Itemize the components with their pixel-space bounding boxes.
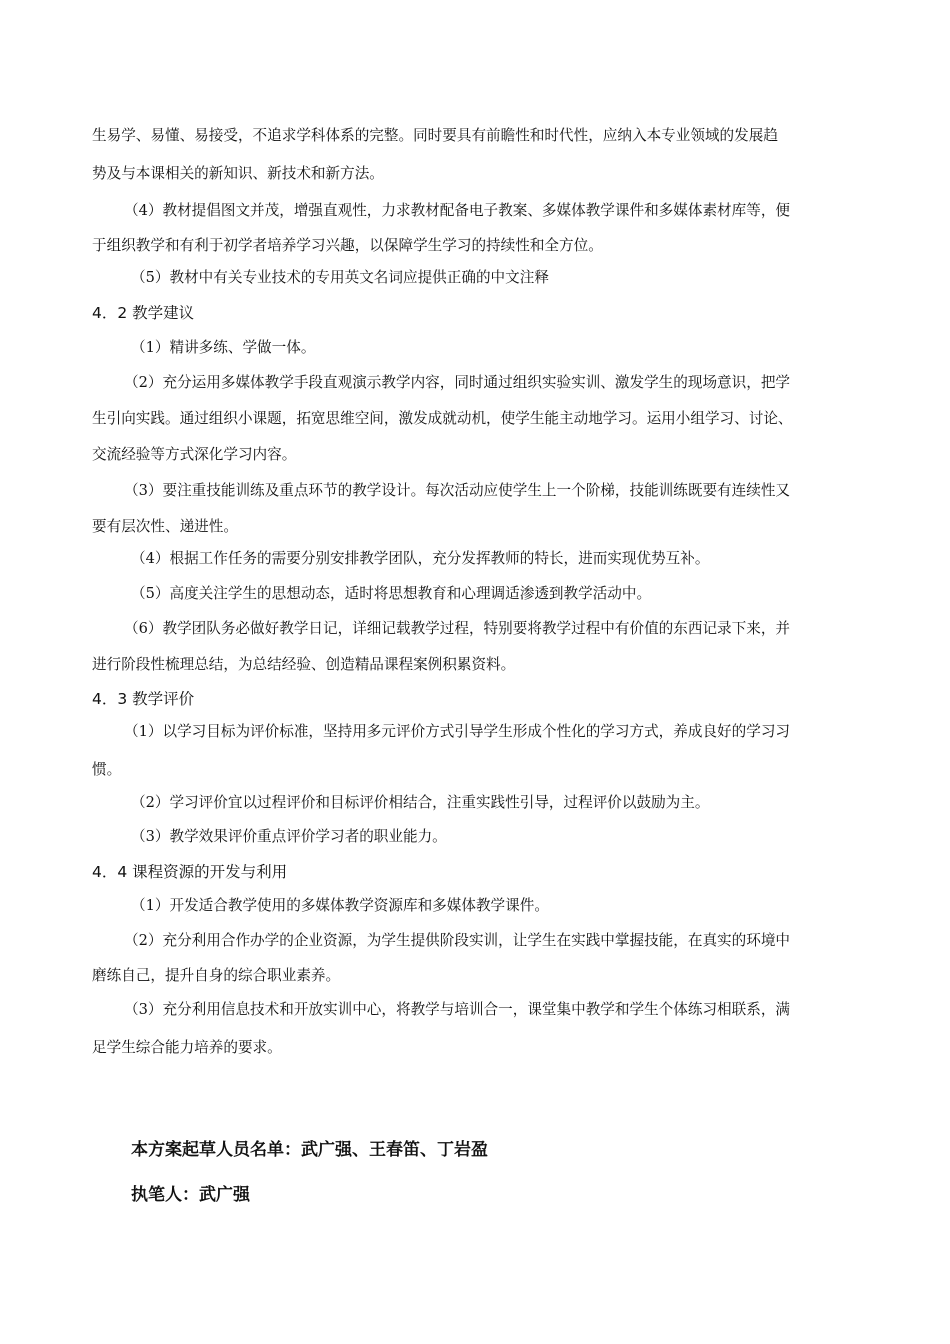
- section-heading-4-3: 4．3 教学评价: [92, 690, 195, 708]
- writer-name: 执笔人：武广强: [131, 1185, 250, 1205]
- evaluation-item-2: （2）学习评价宜以过程评价和目标评价相结合，注重实践性引导，过程评价以鼓励为主。: [131, 794, 710, 811]
- resource-item-2-line-1: （2）充分利用合作办学的企业资源，为学生提供阶段实训，让学生在实践中掌握技能，在真实的环境中: [124, 932, 791, 949]
- material-item-5: （5）教材中有关专业技术的专用英文名词应提供正确的中文注释: [131, 269, 549, 286]
- teaching-suggestion-5: （5）高度关注学生的思想动态，适时将思想教育和心理调适渗透到教学活动中。: [131, 585, 652, 602]
- teaching-suggestion-3-line-1: （3）要注重技能训练及重点环节的教学设计。每次活动应使学生上一个阶梯，技能训练既要有连续性又: [124, 482, 791, 499]
- resource-item-3-line-1: （3）充分利用信息技术和开放实训中心，将教学与培训合一，课堂集中教学和学生个体练习相联系，满: [124, 1001, 791, 1018]
- teaching-suggestion-6-line-1: （6）教学团队务必做好教学日记，详细记载教学过程，特别要将教学过程中有价值的东西记录下来，并: [124, 620, 791, 637]
- teaching-suggestion-2-line-1: （2）充分运用多媒体教学手段直观演示教学内容，同时通过组织实验实训、激发学生的现场意识，把学: [124, 374, 791, 391]
- intro-line-2: 势及与本课相关的新知识、新技术和新方法。: [92, 165, 384, 182]
- teaching-suggestion-2-line-3: 交流经验等方式深化学习内容。: [92, 446, 297, 463]
- teaching-suggestion-2-line-2: 生引向实践。通过组织小课题，拓宽思维空间，激发成就动机，使学生能主动地学习。运用小组学习、讨论、: [92, 410, 793, 427]
- drafters-list: 本方案起草人员名单：武广强、王春笛、丁岩盈: [131, 1140, 488, 1160]
- evaluation-item-1-line-1: （1）以学习目标为评价标准，坚持用多元评价方式引导学生形成个性化的学习方式，养成良好的学习习: [124, 723, 791, 740]
- material-item-4-line-1: （4）教材提倡图文并茂，增强直观性，力求教材配备电子教案、多媒体教学课件和多媒体素材库等，便: [124, 202, 791, 219]
- section-heading-4-2: 4．2 教学建议: [92, 304, 195, 322]
- evaluation-item-1-line-2: 惯。: [92, 761, 122, 778]
- resource-item-3-line-2: 足学生综合能力培养的要求。: [92, 1039, 282, 1056]
- teaching-suggestion-1: （1）精讲多练、学做一体。: [131, 339, 316, 356]
- teaching-suggestion-6-line-2: 进行阶段性梳理总结，为总结经验、创造精品课程案例积累资料。: [92, 656, 516, 673]
- section-heading-4-4: 4．4 课程资源的开发与利用: [92, 863, 288, 881]
- teaching-suggestion-4: （4）根据工作任务的需要分别安排教学团队，充分发挥教师的特长，进而实现优势互补。: [131, 550, 710, 567]
- material-item-4-line-2: 于组织教学和有利于初学者培养学习兴趣，以保障学生学习的持续性和全方位。: [92, 237, 603, 254]
- evaluation-item-3: （3）教学效果评价重点评价学习者的职业能力。: [131, 828, 447, 845]
- intro-line-1: 生易学、易懂、易接受，不追求学科体系的完整。同时要具有前瞻性和时代性，应纳入本专业领域的发展趋: [92, 127, 778, 144]
- teaching-suggestion-3-line-2: 要有层次性、递进性。: [92, 518, 238, 535]
- resource-item-2-line-2: 磨练自己，提升自身的综合职业素养。: [92, 967, 341, 984]
- resource-item-1: （1）开发适合教学使用的多媒体教学资源库和多媒体教学课件。: [131, 897, 549, 914]
